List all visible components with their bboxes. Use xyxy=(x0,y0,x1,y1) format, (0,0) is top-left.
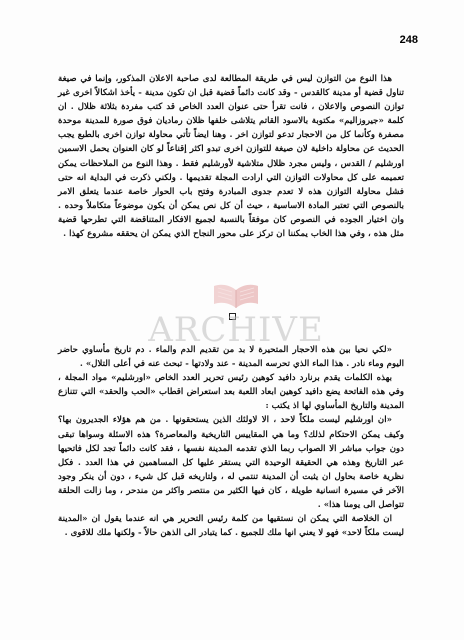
page-number: 248 xyxy=(399,34,418,46)
paragraph: بهذه الكلمات يقدم برنارد دافيد كوهين رئيس تحرير العدد الخاص «اورشليم» مواد المجلة ، وفي هذه الفاتحة يضع دافيد كوهين ابعاد اللعبة بعد استعراض اقطاب «الحب والحقد» التي تتنازع المدينة والتاريخ المأساوي لها اذ يكتب : xyxy=(58,373,404,412)
paragraph: هذا النوع من التوازن ليس في طريقة المطالعة لدى صاحبة الاعلان المذكور، وإنما في صيغة تناول قضية أو مدينة كالقدس - وقد كانت دائماً قضية قبل ان تكون مدينة - يأخذ اشكالاً اخرى غير توازن النصوص والاعلان ، فانت تقرأ حتى عنوان العدد الخاص قد كتب مفردة بثلاثة ظلال . ان كلمة «جيروزاليم» مكتوبة بالاسود القاتم يتلاشى خلفها ظلان رماديان فوق صورة للمدينة موحدة مصفرة وكأنما كل من الاحجار تدعو لتوازن اخر . وهنا ايضاً تأتي محاولة توازن اخرى بالطبع يجب الحديث عن محاولة داخلية لان صيغة للتوازن اخرى تبدو اكثر إقناعاً لو كان العنوان يحمل الاسمين اورشليم / القدس ، وليس مجرد ظلال متلاشية لأورشليم فقط . وهذا النوع من الملاحظات يمكن تعميمه على كل محاولات التوازن التي ارادت المجلة تقديمها . ولكني ذكرت في البداية انه حتى فشل محاولة التوازن هذه لا تعدم جدوى المبادرة وفتح باب الحوار خاصة عندما يتعلق الامر بالنصوص التي تعتبر المادة الاساسية ، حيث أن كل نص يمكن أن يكون موضوعاً متكاملاً وحده . وان اختيار الجوده في النصوص كان موفقاً بالنسبة لجميع الافكار المتناقضة التي تطرحها قضية مثل هذه ، وفي هذا الخاب يمكننا ان تركز على محور النجاح الذي يمكن ان يحققه مشروع كهذا . xyxy=(58,74,404,240)
selection-marker[interactable] xyxy=(229,313,236,320)
article-body-top xyxy=(58,72,404,241)
paragraph: «لكي نحيا بين هذه الاحجار المتحيرة لا بد من تقديم الدم والماء . دم تاريخ مأساوي حاضر اليوم وماء نادر . هذا الماء الذي تحرسه المدينة - عند ولادتها - تبحث عنه في أعلى التلال» . xyxy=(58,345,404,370)
paragraph: «ان اورشليم ليست ملكاً لاحد ، الا لاولئك الذين يستحقونها . من هم هؤلاء الجديرون بها؟ وكيف يمكن الاحتكام لذلك؟ وما هي المقاييس التاريخية والمعاصرة؟ هذه الاسئلة وسواها تبقى دون جواب مباشر الا الصواب ربما الذي تقدمه المدينة نفسها ، فقد كانت دائماً تجد لكل فاتحيها عبر التاريخ وهذه هي الحقيقة الوحيدة التي يستقر عليها كل المساهمين في هذا العدد . فكل نظرية خاصة بحاول ان يثبت أن المدينة تنتمي له ، ولتاريخه قبل كل شيء ، دون أن ينكر وجود الآخر في مسيرة انسانية طويلة ، كان فيها الكثير من منتصر واكثر من مندحر ، وما زالت الحلقة تتواصل الى يومنا هذا» . xyxy=(58,415,404,511)
open-book-icon xyxy=(212,278,260,314)
article-body-bottom xyxy=(58,343,404,540)
watermark-label: ARCHIVE xyxy=(148,310,324,350)
paragraph: ان الخلاصة التي يمكن ان نستقيها من كلمة رئيس التحرير هي انه عندما يقول ان «المدينة ليست ملكاً لاحد» فهو لا يعني انها ملك للجميع . كما يتبادر الى الذهن حالاً - ولكنها ملك للاقوى . xyxy=(58,514,404,539)
